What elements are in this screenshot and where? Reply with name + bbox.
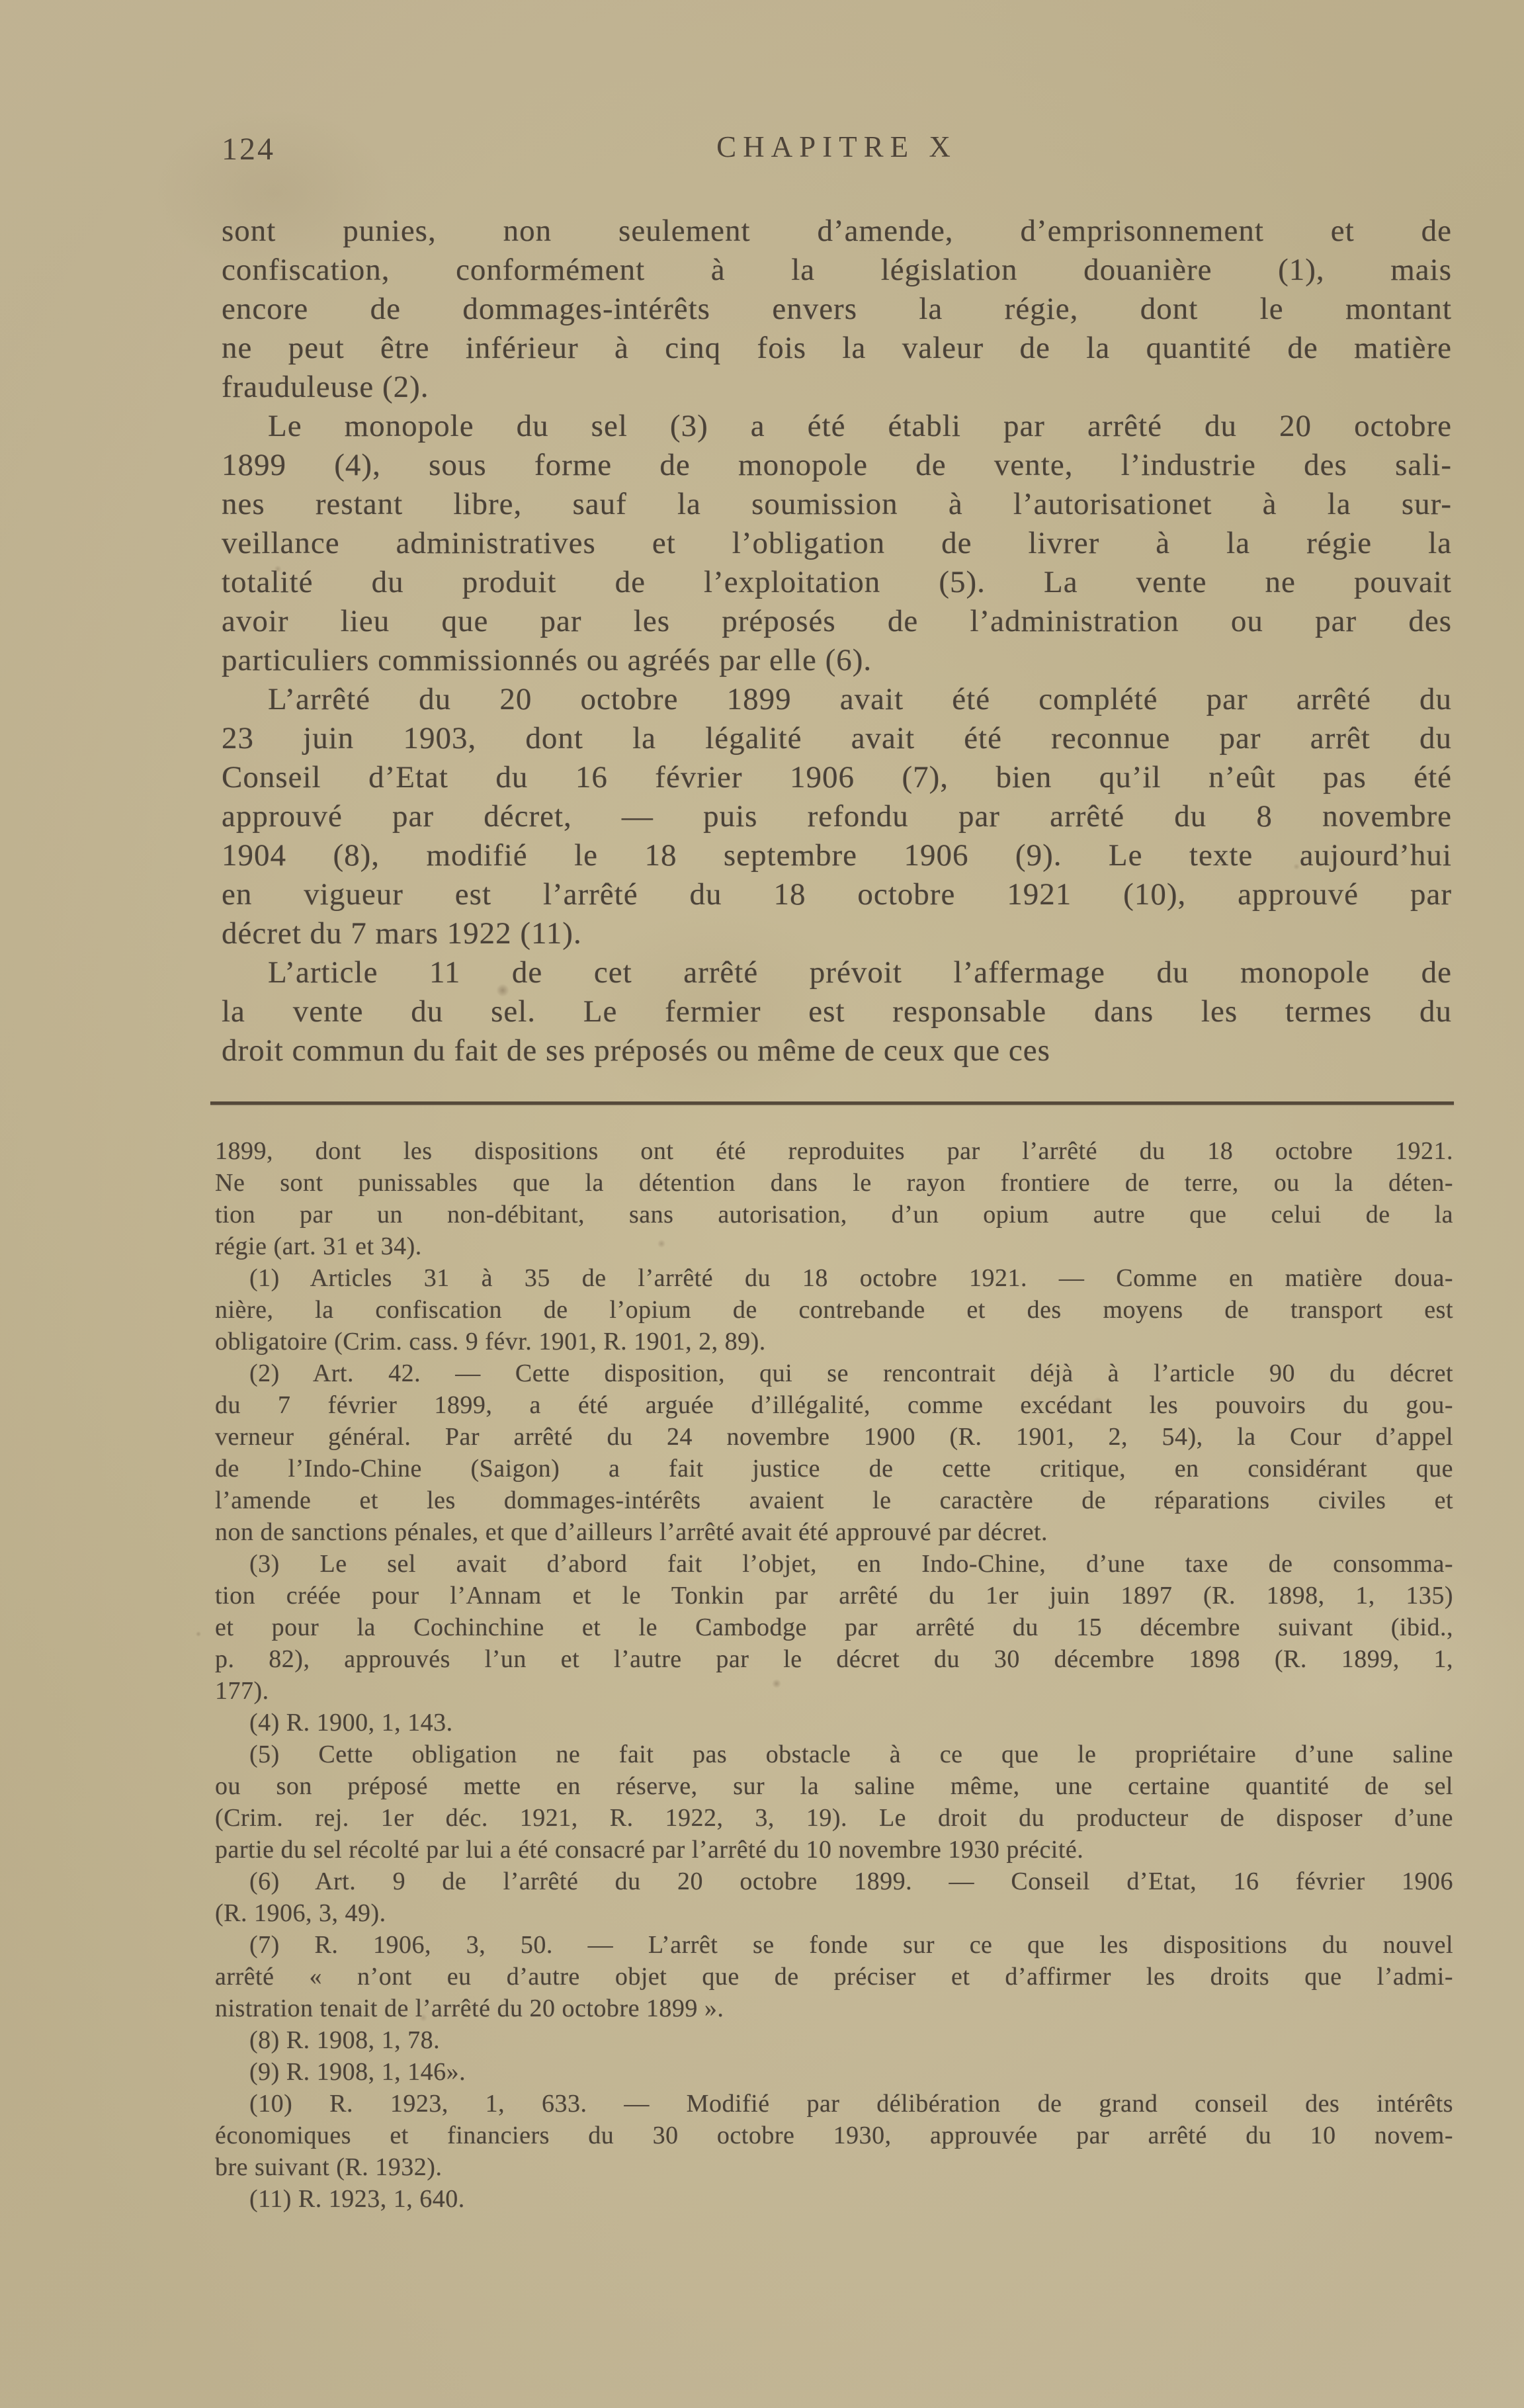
text-line: en vigueur est l’arrêté du 18 octobre 1921 (10), approuvé par <box>222 877 1452 912</box>
text-line: 1899 (4), sous forme de monopole de vente, l’industrie des sali- <box>222 448 1452 482</box>
text-line: L’arrêté du 20 octobre 1899 avait été complété par arrêté du <box>268 682 1452 716</box>
footnote-line: 177). <box>215 1677 269 1705</box>
text-line: approuvé par décret, — puis refondu par arrêté du 8 novembre <box>222 799 1452 834</box>
text-line: ne peut être inférieur à cinq fois la valeur de la quantité de matière <box>222 331 1452 365</box>
footnote-line: (5) Cette obligation ne fait pas obstacle à ce que le propriétaire d’une saline <box>249 1741 1453 1768</box>
footnote-line: de l’Indo-Chine (Saigon) a fait justice de cette critique, en considérant que <box>215 1455 1453 1483</box>
page-header <box>222 130 1452 169</box>
footnote-line: (3) Le sel avait d’abord fait l’objet, en Indo-Chine, d’une taxe de consomma- <box>249 1550 1453 1578</box>
text-line: L’article 11 de cet arrêté prévoit l’affermage du monopole de <box>268 955 1452 990</box>
text-line: 1904 (8), modifié le 18 septembre 1906 (9). Le texte aujourd’hui <box>222 838 1452 873</box>
footnote-line: arrêté « n’ont eu d’autre objet que de préciser et d’affirmer les droits que l’admi- <box>215 1963 1453 1991</box>
footnote-line: nière, la confiscation de l’opium de contrebande et des moyens de transport est <box>215 1296 1453 1324</box>
footnotes-block <box>215 1135 1453 2215</box>
footnote-line: l’amende et les dommages-intérêts avaient le caractère de réparations civiles et <box>215 1486 1453 1514</box>
text-line: veillance administratives et l’obligation de livrer à la régie la <box>222 526 1452 560</box>
text-line: 23 juin 1903, dont la légalité avait été reconnue par arrêt du <box>222 721 1452 755</box>
text-line: frauduleuse (2). <box>222 370 429 404</box>
text-line: avoir lieu que par les préposés de l’administration ou par des <box>222 604 1452 638</box>
text-line: droit commun du fait de ses préposés ou même de ceux que ces <box>222 1033 1050 1068</box>
text-line: décret du 7 mars 1922 (11). <box>222 916 582 951</box>
footnote-line: (Crim. rej. 1er déc. 1921, R. 1922, 3, 19). Le droit du producteur de disposer d’une <box>215 1804 1453 1832</box>
footnote-line: (6) Art. 9 de l’arrêté du 20 octobre 1899. — Conseil d’Etat, 16 février 1906 <box>249 1868 1453 1895</box>
footnote-line: p. 82), approuvés l’un et l’autre par le décret du 30 décembre 1898 (R. 1899, 1, <box>215 1645 1453 1673</box>
footnote-line: (9) R. 1908, 1, 146». <box>249 2058 466 2086</box>
footnote-line: (11) R. 1923, 1, 640. <box>249 2185 465 2213</box>
main-text-block <box>222 212 1452 1070</box>
footnote-line: partie du sel récolté par lui a été consacré par l’arrêté du 10 novembre 1930 précité. <box>215 1836 1084 1864</box>
footnote-line: et pour la Cochinchine et le Cambodge par arrêté du 15 décembre suivant (ibid., <box>215 1613 1453 1641</box>
text-line: confiscation, conformément à la législation douanière (1), mais <box>222 253 1452 287</box>
footnote-line: 1899, dont les dispositions ont été reproduites par l’arrêté du 18 octobre 1921. <box>215 1137 1453 1165</box>
text-line: sont punies, non seulement d’amende, d’emprisonnement et de <box>222 214 1452 248</box>
footnote-line: nistration tenait de l’arrêté du 20 octobre 1899 ». <box>215 1995 724 2022</box>
footnote-line: non de sanctions pénales, et que d’ailleurs l’arrêté avait été approuvé par décret. <box>215 1518 1048 1546</box>
footnote-line: (10) R. 1923, 1, 633. — Modifié par délibération de grand conseil des intérêts <box>249 2090 1453 2118</box>
text-line: particuliers commissionnés ou agréés par elle (6). <box>222 643 872 677</box>
footnote-line: (2) Art. 42. — Cette disposition, qui se rencontrait déjà à l’article 90 du décret <box>249 1359 1453 1387</box>
footnote-line: (R. 1906, 3, 49). <box>215 1899 386 1927</box>
text-line: encore de dommages-intérêts envers la régie, dont le montant <box>222 292 1452 326</box>
footnote-line: économiques et financiers du 30 octobre 1930, approuvée par arrêté du 10 novem- <box>215 2122 1453 2149</box>
footnote-line: (7) R. 1906, 3, 50. — L’arrêt se fonde sur ce que les dispositions du nouvel <box>249 1931 1453 1959</box>
footnote-line: Ne sont punissables que la détention dans le rayon frontiere de terre, ou la déten- <box>215 1169 1453 1197</box>
footnote-line: régie (art. 31 et 34). <box>215 1232 422 1260</box>
text-line: Conseil d’Etat du 16 février 1906 (7), bien qu’il n’eût pas été <box>222 760 1452 795</box>
footnote-line: obligatoire (Crim. cass. 9 févr. 1901, R. 1901, 2, 89). <box>215 1328 766 1355</box>
footnote-line: ou son préposé mette en réserve, sur la saline même, une certaine quantité de sel <box>215 1772 1453 1800</box>
chapter-header: CHAPITRE X <box>716 130 957 163</box>
text-line: la vente du sel. Le fermier est responsable dans les termes du <box>222 994 1452 1029</box>
page-number: 124 <box>222 132 275 167</box>
footnote-line: tion créée pour l’Annam et le Tonkin par arrêté du 1er juin 1897 (R. 1898, 1, 135) <box>215 1582 1453 1610</box>
footnote-separator-rule <box>210 1101 1454 1105</box>
text-line: nes restant libre, sauf la soumission à l’autorisationet à la sur- <box>222 487 1452 521</box>
footnote-line: (4) R. 1900, 1, 143. <box>249 1709 453 1737</box>
footnote-line: tion par un non-débitant, sans autorisation, d’un opium autre que celui de la <box>215 1201 1453 1228</box>
footnote-line: bre suivant (R. 1932). <box>215 2153 443 2181</box>
footnote-line: (1) Articles 31 à 35 de l’arrêté du 18 octobre 1921. — Comme en matière doua- <box>249 1264 1453 1292</box>
footnote-line: verneur général. Par arrêté du 24 novembre 1900 (R. 1901, 2, 54), la Cour d’appel <box>215 1423 1453 1451</box>
text-line: totalité du produit de l’exploitation (5). La vente ne pouvait <box>222 565 1452 599</box>
text-line: Le monopole du sel (3) a été établi par arrêté du 20 octobre <box>268 409 1452 443</box>
footnote-line: du 7 février 1899, a été arguée d’illégalité, comme excédant les pouvoirs du gou- <box>215 1391 1453 1419</box>
footnote-line: (8) R. 1908, 1, 78. <box>249 2026 441 2054</box>
